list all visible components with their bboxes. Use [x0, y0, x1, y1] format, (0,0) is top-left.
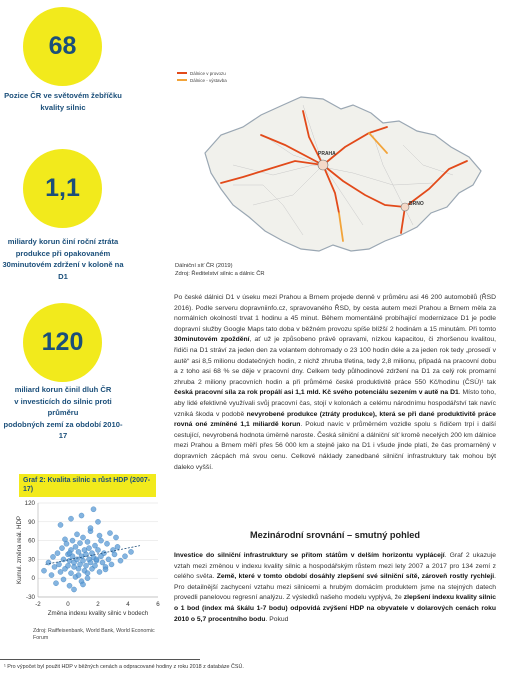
stat-circle-3: [23, 303, 102, 382]
body-bold-text: nevyrobené produkce (ztráty produkce), která se při dané produktivitě práce rovná oné zmíněné 1,1 miliardě korun: [174, 410, 497, 429]
chart-point: [83, 563, 88, 568]
chart-point: [59, 546, 64, 551]
chart-point: [100, 560, 105, 565]
map-legend-construction: Dálnice - výstavba: [190, 78, 227, 83]
chart-point: [74, 532, 79, 537]
chart-point: [85, 571, 90, 576]
chart-point: [71, 587, 76, 592]
chart-point: [68, 571, 73, 576]
chart-xtick-label: 0: [66, 601, 70, 608]
chart-point: [104, 541, 109, 546]
chart-point: [106, 557, 111, 562]
body-bold-text: česká pracovní síla za rok propálí asi 1,1 mld. Kč svého potenciálu sezením v autě na D1: [174, 389, 459, 397]
body-text-run: Po české dálnici D1 v úseku mezi Prahou a Brnem projede denně v průměru asi 46 200 automobilů (ŘSD 2016). Podle serveru dopravniinfo.cz, spravovaného ŘSD, by cesta autem mezi Prahou a Brnem měla za normálních okolností trvat 1 hodinu a 45 minut. Během momentálně probíhající modernizace D1 je podle dopravní služby Google Maps tato doba v běžném provozu spíše blížší 2 hodinám a 15 minutám. Při tomto: [174, 294, 496, 333]
map-city-brno: BRNO: [409, 201, 424, 207]
chart-point: [79, 513, 84, 518]
stat-caption-line: v investicích do silnic proti průměru: [14, 396, 112, 417]
chart-point: [92, 563, 97, 568]
chart-point: [94, 557, 99, 562]
chart-point: [70, 538, 75, 543]
stat-caption-line: produkce při opakovaném: [15, 248, 111, 258]
stat-caption-line: miliardy korun činí roční ztráta: [7, 237, 119, 246]
chart-point: [115, 544, 120, 549]
chart-point: [91, 507, 96, 512]
chart-point: [113, 535, 118, 540]
chart-ytick-label: 60: [28, 537, 35, 545]
chart-point: [67, 551, 72, 556]
stat-circle-2: [23, 149, 102, 228]
chart-point: [49, 572, 54, 577]
chart-point: [118, 558, 123, 563]
chart-point: [61, 577, 66, 582]
chart-point: [92, 543, 97, 548]
stat-caption-2: [0, 236, 126, 282]
chart-point: [122, 554, 127, 559]
country-outline: [205, 97, 481, 251]
chart-source: Zdroj: Raiffeisenbank, World Bank, World Economic Forum: [33, 628, 155, 641]
chart-point: [55, 551, 60, 556]
chart-title: Graf 2: Kvalita silnic a růst HDP (2007-17): [19, 474, 156, 497]
chart-point: [62, 537, 67, 542]
map-svg: [173, 65, 493, 260]
body-text-run: . Místo toho, aby lidé efektivně využívali svůj pracovní čas, stojí v kolonách a celému národnímu hospodářství tak navíc vzniká škoda v podobě: [174, 389, 496, 418]
stat-caption-line: Pozice ČR ve světovém žebříčku: [4, 91, 122, 100]
scatter-chart: [14, 497, 164, 617]
stat-caption-1: [2, 90, 124, 113]
map-caption-source: Zdroj: Ředitelství silnic a dálnic ČR: [175, 270, 265, 277]
chart-point: [76, 549, 81, 554]
body-text-run: . Pokud: [265, 615, 289, 623]
chart-point: [52, 564, 57, 569]
map-city-praha: PRAHA: [318, 151, 336, 157]
chart-point: [80, 558, 85, 563]
body-paragraph-1: [174, 293, 496, 473]
chart-point: [98, 538, 103, 543]
map-caption: [175, 263, 265, 278]
chart-ytick-label: 0: [31, 575, 35, 583]
body-text-run: . Graf 2 ukazuje vztah mezi změnou v indexu kvality silnic a hospodářským růstem mezi lety 2007 a 2017 pro 134 zemí z celého světa.: [174, 552, 496, 581]
chart-point: [112, 552, 117, 557]
chart-point: [95, 519, 100, 524]
body-text-run: , ať už je způsobeno právě opravami, nízkou kapacitou, či zhoršenou kvalitou, řidiči na D1 stráví za jeden den za volantem dohromady o 23 100 hodin déle a za jeden rok tedy „prosedí v autě“ asi 8,5 milionu dodatečných hodin, z nichž zhruba třetina, tedy 2,8 milionu, připadá na pracovní dobu a z toho asi 68 % se děje v pracovní dny. Celkem tedy půlhodinové zdržení na D1 za celý rok promarní zhruba 2 miliony pracovních hodin a při průměrné české produktivitě práce 550 Kč/hodinu (ČSÚ)¹ tak: [174, 336, 496, 386]
chart-point: [58, 569, 63, 574]
chart-xtick-label: 2: [96, 601, 100, 608]
chart-point: [58, 522, 63, 527]
body-bold-text: 30minutovém zpoždění: [174, 336, 250, 344]
chart-point: [68, 516, 73, 521]
chart-point: [56, 562, 61, 567]
stat-caption-3: [0, 384, 126, 442]
chart-point: [107, 530, 112, 535]
chart-xtick-label: 6: [156, 601, 160, 608]
chart-x-axis-label: Změna indexu kvality silnic v bodech: [47, 610, 149, 617]
stat-value-1: 68: [48, 32, 77, 60]
body-paragraph-2: [174, 551, 496, 625]
chart-point: [97, 533, 102, 538]
chart-point: [128, 549, 133, 554]
stat-caption-line: miliard korun činil dluh ČR: [14, 385, 112, 394]
stat-caption-line: podobných zemí za období 2010-17: [3, 419, 123, 440]
stat-value-3: 120: [41, 328, 84, 356]
chart-point: [73, 544, 78, 549]
body-bold-text: Země, které v tomto období dosáhly zlepšení své silniční sítě, zároveň rostly rychleji: [216, 573, 495, 581]
chart-point: [50, 554, 55, 559]
chart-ytick-label: 120: [24, 500, 35, 507]
chart-point: [85, 576, 90, 581]
chart-point: [109, 562, 114, 567]
body-text-run: . Pokud navíc v průměrném vozidle spolu s řidičem trpí i další cestující, nevyrobená hodnota úměrně naroste. Česká silniční a dálniční síť kromě necelých 200 km dálnice mezi Prahou a Brnem měří přes 56 000 km a stejně jako na D1 i všude jinde platí, že čas promarněný v dopravních zácpách má svou cenu. Celkové náklady zanedbané silniční infrastruktury tak mohou být daleko vyšší.: [174, 421, 496, 471]
footnote: ¹ Pro výpočet byl použit HDP v běžných cenách a odpracované hodiny z roku 2018 z databáze ČSÚ.: [4, 664, 244, 670]
body-text-run: . Pro detailnější zachycení vztahu mezi silnicemi a hrubým domácím produktem jsme na stejných datech provedli panelovou regresní analýzu. Z výsledků našeho modelu vyplývá, že: [174, 573, 496, 602]
stat-circle-1: [23, 7, 102, 86]
chart-point: [74, 557, 79, 562]
chart-point: [97, 569, 102, 574]
chart-point: [85, 539, 90, 544]
chart-point: [95, 547, 100, 552]
chart-point: [77, 541, 82, 546]
chart-point: [88, 525, 93, 530]
stat-caption-line: kvality silnic: [40, 102, 86, 112]
chart-point: [80, 582, 85, 587]
chart-point: [86, 546, 91, 551]
footnote-divider: [0, 659, 200, 660]
stat-value-2: 1,1: [45, 174, 80, 202]
map-caption-title: Dálniční síť ČR (2019): [175, 263, 233, 269]
stat-caption-line: 30minutovém zdržení v koloně na D1: [2, 260, 124, 281]
section-title: Mezinárodní srovnání – smutný pohled: [250, 530, 420, 540]
chart-ytick-label: -30: [26, 594, 35, 601]
body-bold-text: Investice do silniční infrastruktury se přitom státům v delším horizontu vyplácejí: [174, 552, 445, 559]
chart-point: [88, 560, 93, 565]
body-bold-text: zlepšení indexu kvality silnic o 1 bod (index má škálu 1-7 bodu) odpovídá zvýšení HDP na obyvatele v dolarových cenách roku 2010 o 5,7 procentního bodu: [174, 594, 496, 623]
chart-point: [53, 581, 58, 586]
chart-xtick-label: -2: [35, 601, 41, 608]
chart-point: [80, 535, 85, 540]
chart-point: [41, 568, 46, 573]
chart-point: [103, 567, 108, 572]
chart-xtick-label: 4: [126, 601, 130, 608]
chart-point: [65, 563, 70, 568]
highway-map: [173, 65, 493, 260]
chart-y-axis-label: Kumul. změna reál. HDP: [16, 515, 23, 585]
chart-point: [76, 572, 81, 577]
chart-point: [67, 583, 72, 588]
chart-ytick-label: 90: [28, 518, 35, 526]
chart-ytick-label: 30: [28, 556, 35, 564]
map-legend-highway: Dálnice v provozu: [190, 71, 226, 76]
